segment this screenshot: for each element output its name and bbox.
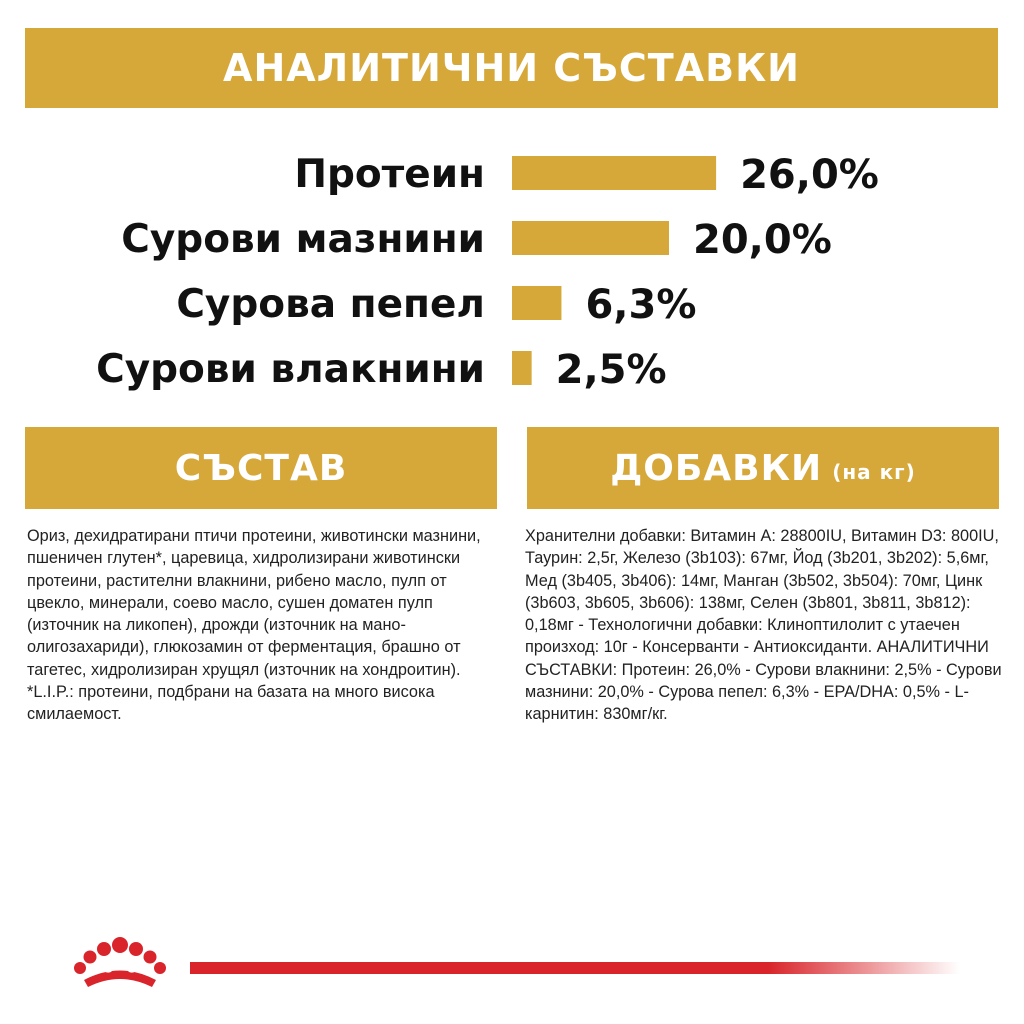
category-label: Протеин: [294, 152, 485, 197]
value-label: 2,5%: [555, 347, 667, 393]
category-label: Сурова пепел: [176, 282, 485, 327]
value-label: 20,0%: [693, 217, 832, 263]
value-label: 6,3%: [585, 282, 697, 328]
category-label: Сурови влакнини: [96, 347, 485, 392]
bar: [512, 286, 561, 320]
bar: [512, 221, 669, 255]
additives-header-unit: (на кг): [832, 460, 916, 484]
analytical-header-banner: [25, 28, 998, 108]
additives-header-banner: [527, 427, 999, 509]
bar: [512, 351, 532, 385]
value-label: 26,0%: [740, 152, 879, 198]
additives-text: Хранителни добавки: Витамин А: 28800IU, Витамин D3: 800IU, Таурин: 2,5г, Железо (3b103): 67мг, Йод (3b201, 3b202): 5,6мг, Мед (3b405, 3b406): 14мг, Манган (3b502, 3b504): 70мг, Цинк (3b603, 3b605, 3b606): 138мг, Селен (3b801, 3b811, 3b812): 0,18мг - Технологични добавки: Клиноптилолит с утаечен произход: 10г - Консерванти - Антиоксиданти. АНАЛИТИЧНИ СЪСТАВКИ: Протеин: 26,0% - Сурови влакнини: 2,5% - Сурови мазнини: 20,0% - Сурова пепел: 6,3% - EPA/DHA: 0,5% - L-карнитин: 830мг/кг.: [525, 527, 1002, 724]
analytical-bar-chart: [0, 130, 1024, 400]
bar: [512, 156, 716, 190]
footer-brand-strip: [0, 925, 1024, 995]
category-label: Сурови мазнини: [121, 217, 485, 262]
crown-logo-icon: [74, 937, 166, 987]
composition-header-title: СЪСТАВ: [174, 447, 348, 489]
footer-red-line: [190, 962, 960, 974]
analytical-header-title: АНАЛИТИЧНИ СЪСТАВКИ: [223, 46, 800, 90]
composition-text: Ориз, дехидратирани птичи протеини, животински мазнини, пшеничен глутен*, царевица, хидролизирани животински протеини, растителни влакнини, рибено масло, пулп от цвекло, минерали, соево масло, сушен доматен пулп (източник на ликопен), дрожди (източник на мано-олигозахариди), глюкозамин от ферментация, брашно от тагетес, хидролизиран хрущял (източник на хондроитин). *L.I.P.: протеини, подбрани на базата на много висока смилаемост.: [27, 527, 481, 724]
composition-header-banner: [25, 427, 497, 509]
additives-header-title: ДОБАВКИ: [610, 447, 823, 489]
